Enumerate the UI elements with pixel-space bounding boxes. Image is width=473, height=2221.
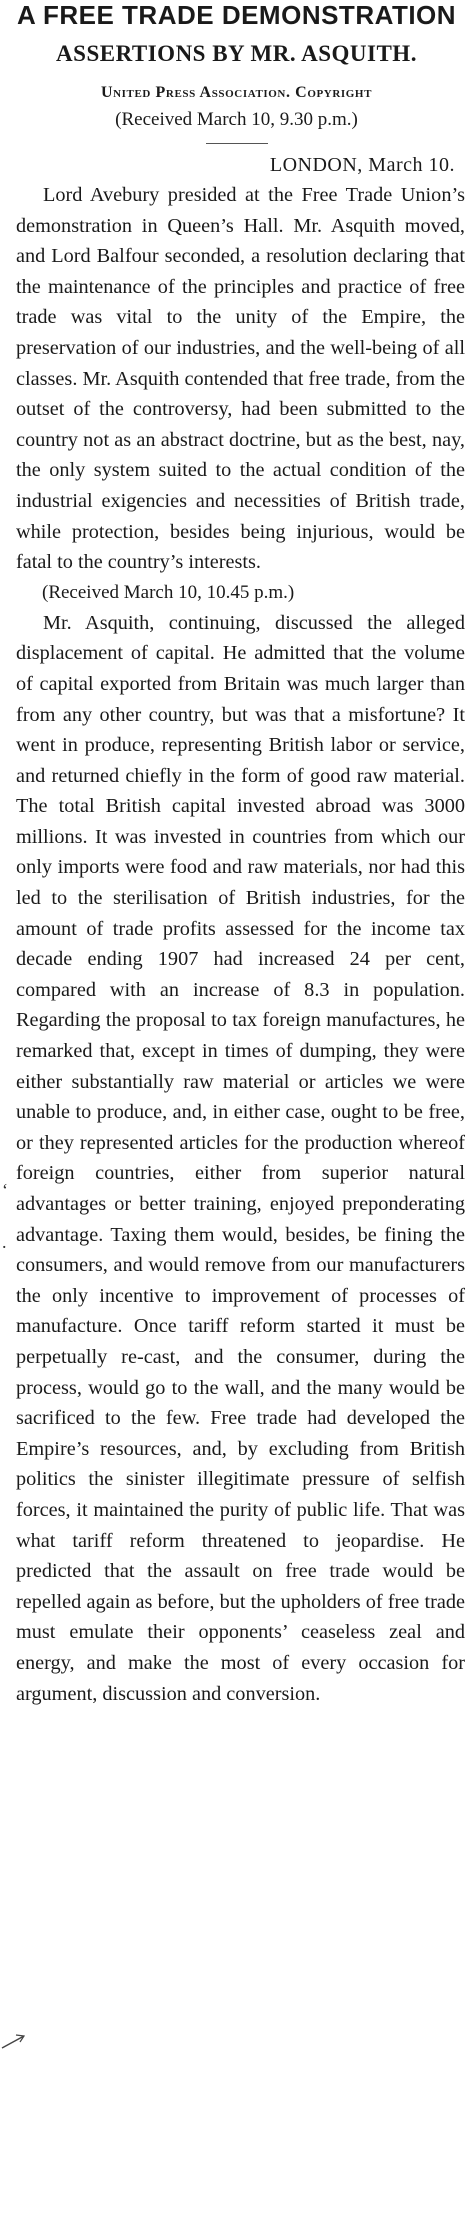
margin-dot-mark: . [2, 1232, 7, 1252]
divider [206, 143, 268, 144]
received-note-first: (Received March 10, 9.30 p.m.) [115, 109, 358, 130]
received-note-second: (Received March 10, 10.45 p.m.) [42, 581, 295, 603]
headline: A FREE TRADE DEMONSTRATION [16, 0, 457, 30]
paragraph-2: Mr. Asquith, continuing, discussed the alleged displacement of capital. He admitted that the volume of capital exported from Britain was much larger than from any other country, but was that a misfortune? It went in produce, representing British labor or service, and returned chiefly in the form of good raw material. The total British capital invested abroad was 3000 millions. It was invested in countries from which our only imports were food and raw materials, nor had this led to the sterilisation of British industries, for the amount of trade profits assessed for the income tax decade ending 1907 had increased 24 per cent, compared with an increase of 8.3 in population. Regarding the proposal to tax foreign manufactures, he remarked that, except in times of dumping, they were either substantially raw material or articles we were unable to produce, and, in either case, ought to be free, or they represented articles for the production whereof foreign countries, either from superior natural advantages or better training, enjoyed preponderating advantage. Taxing them would, besides, be fining the consumers, and would remove from our manufacturers the only incentive to improvement of processes of manufacture. Once tariff reform started it must be perpetually re-cast, and the consumer, during the process, would go to the wall, and the many would be sacrificed to the few. Free trade had developed the Empire’s resources, and, by excluding from British politics the sinister illegitimate pressure of selfish forces, it maintained the purity of public life. That was what tariff reform threatened to jeopardise. He predicted that the assault on free trade would be repelled again as before, but the upholders of free trade must emulate their opponents’ ceaseless zeal and energy, and make the most of every occasion for argument, discussion and conversion. [16, 611, 465, 1705]
subheadline: ASSERTIONS BY MR. ASQUITH. [56, 41, 417, 66]
margin-pencil-arrow-mark [0, 2030, 26, 2052]
agency-credit: United Press Association. Copyright [100, 84, 373, 101]
paragraph-1: Lord Avebury presided at the Free Trade Union’s demonstration in Queen’s Hall. Mr. Asquith moved, and Lord Balfour seconded, a resolution declaring that the maintenance of the principles and practice of free trade was vital to the unity of the Empire, the preservation of our industries, and the well-being of all classes. Mr. Asquith contended that free trade, from the outset of the controversy, had been submitted to the country not as an abstract doctrine, but as the best, nay, the only system suited to the actual condition of the industrial exigencies and necessities of British trade, while protection, besides being injurious, would be fatal to the country’s interests. [16, 184, 465, 574]
dateline: LONDON, March 10. [269, 154, 455, 176]
margin-tick-mark: ‘ [2, 1180, 8, 1200]
